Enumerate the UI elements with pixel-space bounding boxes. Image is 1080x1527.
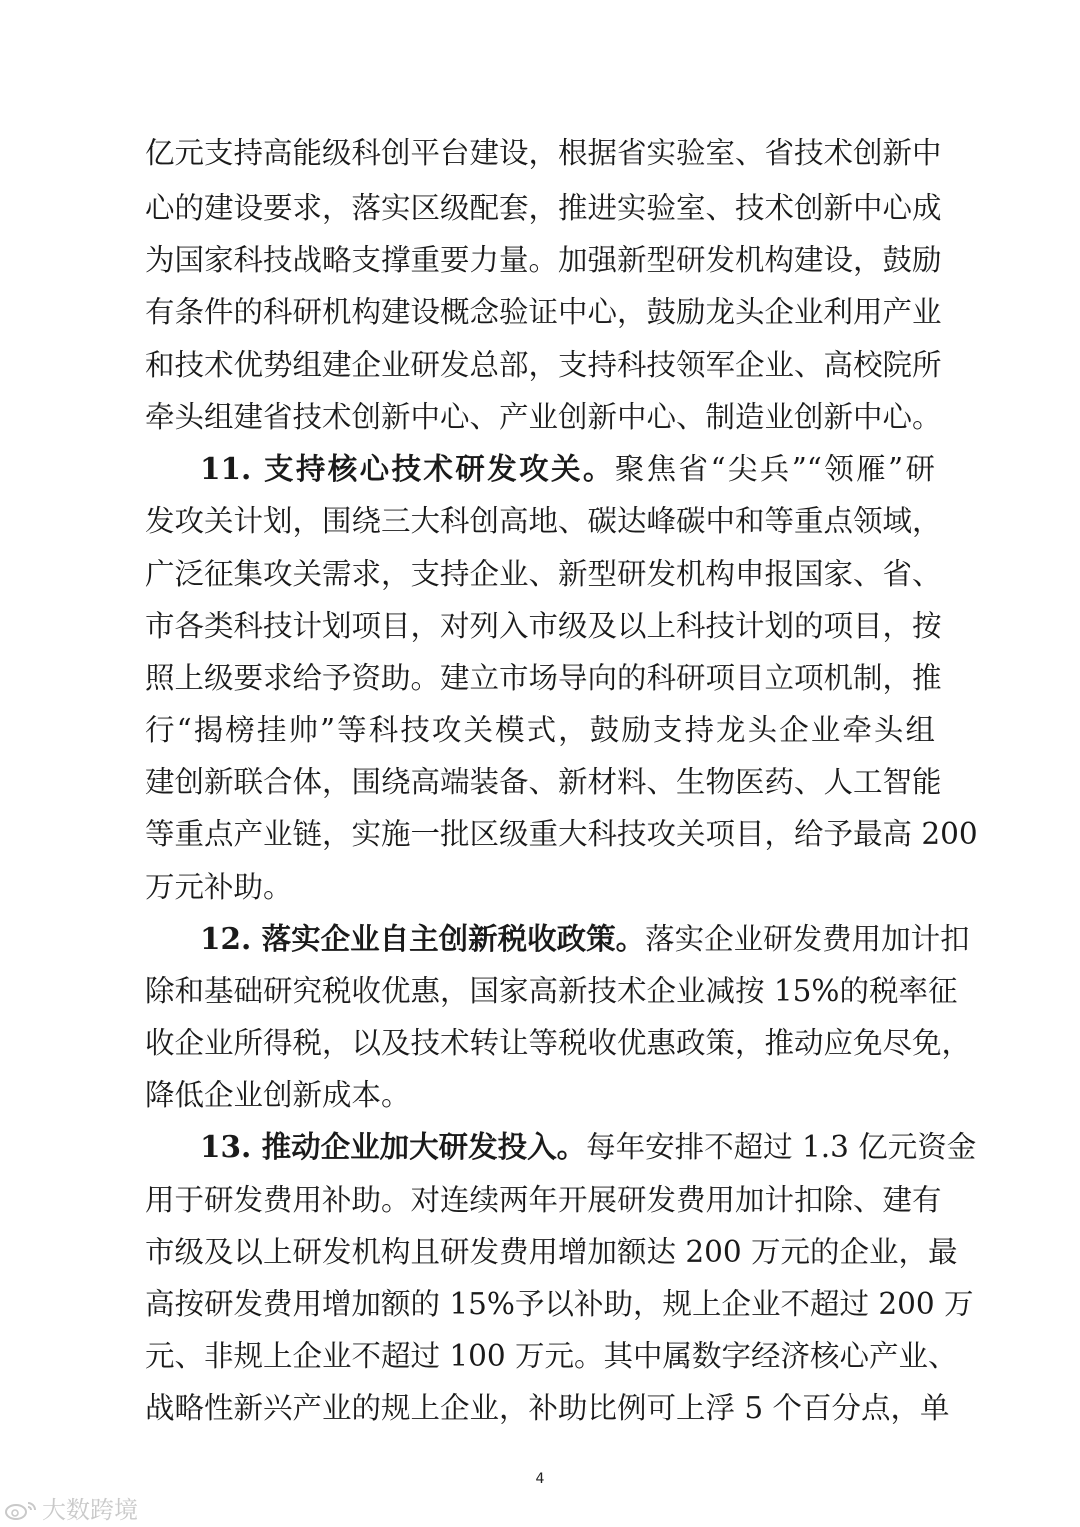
body-line: 照上级要求给予资助。建立市场导向的科研项目立项机制，推	[145, 661, 942, 695]
body-line: 有条件的科研机构建设概念验证中心，鼓励龙头企业利用产业	[145, 295, 942, 329]
body-line: 降低企业创新成本。	[145, 1078, 411, 1112]
body-line: 广泛征集攻关需求，支持企业、新型研发机构申报国家、省、	[145, 557, 942, 591]
section-title: 12. 落实企业自主创新税收政策。	[200, 921, 646, 956]
body-line: 除和基础研究税收优惠，国家高新技术企业减按 15%的税率征	[145, 974, 958, 1008]
body-line: 建创新联合体，围绕高端装备、新材料、生物医药、人工智能	[145, 765, 942, 799]
body-line: 收企业所得税，以及技术转让等税收优惠政策，推动应免尽免，	[145, 1026, 972, 1060]
watermark	[4, 1496, 138, 1524]
body-line: 为国家科技战略支撑重要力量。加强新型研发机构建设，鼓励	[145, 243, 942, 277]
body-line: 元、非规上企业不超过 100 万元。其中属数字经济核心产业、	[145, 1339, 958, 1373]
section-heading-13: 13. 推动企业加大研发投入。每年安排不超过 1.3 亿元资金	[200, 1129, 977, 1164]
body-line: 等重点产业链，实施一批区级重大科技攻关项目，给予最高 200	[145, 817, 978, 851]
section-title: 13. 推动企业加大研发投入。	[200, 1129, 587, 1164]
body-line: 战略性新兴产业的规上企业，补助比例可上浮 5 个百分点，单	[145, 1391, 950, 1425]
section-title: 11. 支持核心技术研发攻关。	[200, 451, 615, 486]
watermark-text: 大数跨境	[42, 1496, 138, 1524]
body-line: 牵头组建省技术创新中心、产业创新中心、制造业创新中心。	[145, 400, 942, 434]
body-line: 高按研发费用增加额的 15%予以补助，规上企业不超过 200 万	[145, 1287, 974, 1321]
body-line: 和技术优势组建企业研发总部，支持科技领军企业、高校院所	[145, 348, 942, 382]
body-line: 用于研发费用补助。对连续两年开展研发费用加计扣除、建有	[145, 1183, 942, 1217]
body-line: 行“揭榜挂帅”等科技攻关模式，鼓励支持龙头企业牵头组	[145, 713, 935, 747]
body-line: 万元补助。	[145, 870, 293, 904]
body-line: 发攻关计划，围绕三大科创高地、碳达峰碳中和等重点领域，	[145, 504, 942, 538]
section-heading-12: 12. 落实企业自主创新税收政策。落实企业研发费用加计扣	[200, 921, 970, 956]
weibo-logo-icon	[4, 1499, 38, 1521]
section-heading-11: 11. 支持核心技术研发攻关。聚焦省“尖兵”“领雁”研	[200, 451, 936, 486]
page-number: 4	[535, 1471, 545, 1487]
body-line: 心的建设要求，落实区级配套，推进实验室、技术创新中心成	[145, 191, 942, 225]
body-line: 市各类科技计划项目，对列入市级及以上科技计划的项目，按	[145, 609, 942, 643]
body-line: 市级及以上研发机构且研发费用增加额达 200 万元的企业，最	[145, 1235, 958, 1269]
body-line: 亿元支持高能级科创平台建设，根据省实验室、省技术创新中	[145, 136, 942, 170]
